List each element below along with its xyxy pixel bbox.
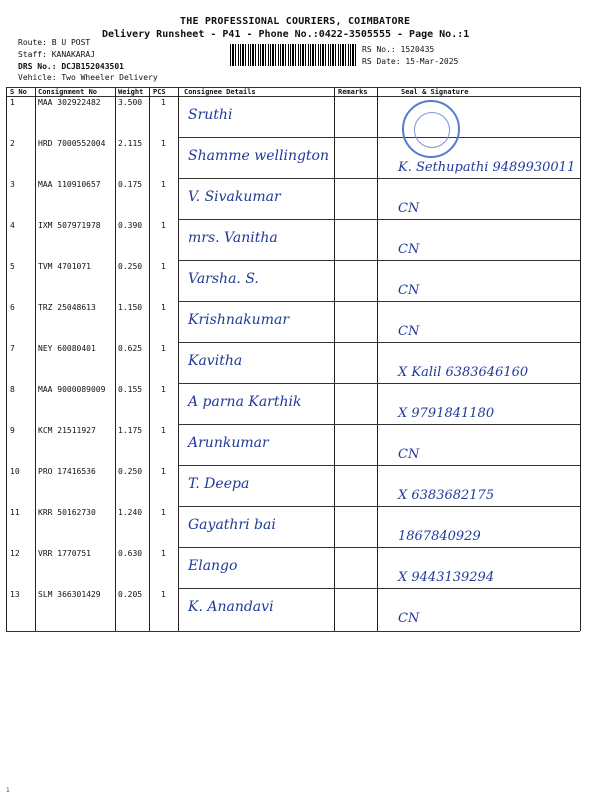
row-pcs: 1 xyxy=(161,508,166,517)
row-consignment-no: MAA 302922482 xyxy=(38,98,101,107)
row-sno: 10 xyxy=(10,467,20,476)
row-sno: 5 xyxy=(10,262,15,271)
row-consignee-signature: Elango xyxy=(188,558,238,574)
header-pcs: PCS xyxy=(153,88,166,96)
row-pcs: 1 xyxy=(161,385,166,394)
col-divider xyxy=(334,87,335,631)
row-consignee-signature: Sruthi xyxy=(188,107,233,123)
row-consignee-signature: Krishnakumar xyxy=(188,312,290,328)
header-seal: Seal & Signature xyxy=(401,88,469,96)
row-pcs: 1 xyxy=(161,467,166,476)
row-consignee-signature: Varsha. S. xyxy=(188,271,259,287)
row-weight: 1.175 xyxy=(118,426,143,435)
col-divider xyxy=(115,87,116,631)
row-weight: 0.205 xyxy=(118,590,143,599)
row-sno: 3 xyxy=(10,180,15,189)
row-pcs: 1 xyxy=(161,262,166,271)
seal-stamp xyxy=(402,100,460,158)
row-divider xyxy=(178,342,580,343)
row-weight: 0.155 xyxy=(118,385,143,394)
row-sno: 12 xyxy=(10,549,20,558)
table-bottom-border xyxy=(6,631,580,632)
row-seal-signature: X Kalil 6383646160 xyxy=(398,365,529,380)
row-seal-signature: X 9443139294 xyxy=(398,570,495,585)
rs-number: RS No.: 1520435 xyxy=(362,45,435,54)
row-weight: 0.390 xyxy=(118,221,143,230)
row-divider xyxy=(178,588,580,589)
row-sno: 2 xyxy=(10,139,15,148)
row-pcs: 1 xyxy=(161,98,166,107)
row-divider xyxy=(178,137,580,138)
row-consignment-no: MAA 9000089009 xyxy=(38,385,106,394)
row-divider xyxy=(178,301,580,302)
header-consignment: Consignment No xyxy=(38,88,98,96)
row-sno: 4 xyxy=(10,221,15,230)
row-weight: 0.625 xyxy=(118,344,143,353)
row-consignment-no: MAA 110910657 xyxy=(38,180,101,189)
footer-mark: 1 xyxy=(6,787,10,794)
row-weight: 1.240 xyxy=(118,508,143,517)
row-divider xyxy=(178,465,580,466)
row-sno: 6 xyxy=(10,303,15,312)
row-divider xyxy=(178,178,580,179)
row-consignee-signature: V. Sivakumar xyxy=(188,189,281,205)
col-divider xyxy=(35,87,36,631)
row-seal-signature: CN xyxy=(398,201,420,216)
header-consignee: Consignee Details xyxy=(184,88,256,96)
company-name: THE PROFESSIONAL COURIERS, COIMBATORE xyxy=(180,16,411,27)
row-consignee-signature: Kavitha xyxy=(188,353,243,369)
row-divider xyxy=(178,424,580,425)
row-pcs: 1 xyxy=(161,426,166,435)
row-pcs: 1 xyxy=(161,180,166,189)
runsheet-table xyxy=(6,87,580,631)
table-header-divider xyxy=(6,96,580,97)
runsheet-title: Delivery Runsheet - P41 - Phone No.:0422-3505555 - Page No.:1 xyxy=(102,29,470,40)
vehicle-label: Vehicle: Two Wheeler Delivery xyxy=(18,73,158,82)
row-sno: 9 xyxy=(10,426,15,435)
row-weight: 0.250 xyxy=(118,467,143,476)
row-weight: 0.250 xyxy=(118,262,143,271)
row-weight: 3.500 xyxy=(118,98,143,107)
row-consignment-no: SLM 366301429 xyxy=(38,590,101,599)
row-divider xyxy=(178,219,580,220)
col-divider xyxy=(149,87,150,631)
row-consignment-no: TRZ 25048613 xyxy=(38,303,96,312)
row-consignment-no: KRR 50162730 xyxy=(38,508,96,517)
row-weight: 2.115 xyxy=(118,139,143,148)
row-divider xyxy=(178,260,580,261)
row-sno: 11 xyxy=(10,508,20,517)
row-consignment-no: KCM 21511927 xyxy=(38,426,96,435)
row-sno: 1 xyxy=(10,98,15,107)
page-header xyxy=(0,0,600,92)
row-sno: 7 xyxy=(10,344,15,353)
row-consignment-no: VRR 1770751 xyxy=(38,549,91,558)
row-consignment-no: IXM 507971978 xyxy=(38,221,101,230)
row-weight: 0.175 xyxy=(118,180,143,189)
row-pcs: 1 xyxy=(161,139,166,148)
row-seal-signature: CN xyxy=(398,447,420,462)
row-consignment-no: NEY 60080401 xyxy=(38,344,96,353)
row-divider xyxy=(178,383,580,384)
row-consignee-signature: mrs. Vanitha xyxy=(188,230,278,246)
row-weight: 1.150 xyxy=(118,303,143,312)
row-consignee-signature: K. Anandavi xyxy=(188,599,274,615)
row-seal-signature: CN xyxy=(398,324,420,339)
route-label: Route: B U POST xyxy=(18,38,91,47)
drs-number: DRS No.: DCJB152043501 xyxy=(18,62,124,71)
row-sno: 8 xyxy=(10,385,15,394)
row-consignee-signature: Shamme wellington xyxy=(188,148,329,164)
row-pcs: 1 xyxy=(161,303,166,312)
header-sno: S No xyxy=(10,88,27,96)
row-consignment-no: PRO 17416536 xyxy=(38,467,96,476)
row-seal-signature: X 6383682175 xyxy=(398,488,495,503)
row-consignee-signature: T. Deepa xyxy=(188,476,250,492)
row-divider xyxy=(178,506,580,507)
row-seal-signature: CN xyxy=(398,242,420,257)
row-pcs: 1 xyxy=(161,549,166,558)
header-remarks: Remarks xyxy=(338,88,368,96)
col-divider xyxy=(6,87,7,631)
row-sno: 13 xyxy=(10,590,20,599)
row-consignee-signature: Gayathri bai xyxy=(188,517,276,533)
row-seal-signature: CN xyxy=(398,611,420,626)
row-divider xyxy=(178,547,580,548)
row-seal-signature: X 9791841180 xyxy=(398,406,495,421)
row-consignment-no: TVM 4701071 xyxy=(38,262,91,271)
staff-label: Staff: KANAKARAJ xyxy=(18,50,96,59)
row-pcs: 1 xyxy=(161,221,166,230)
barcode xyxy=(230,44,356,66)
row-seal-signature: K. Sethupathi 9489930011 xyxy=(398,160,576,175)
row-pcs: 1 xyxy=(161,344,166,353)
col-divider xyxy=(377,87,378,631)
row-weight: 0.630 xyxy=(118,549,143,558)
row-consignee-signature: Arunkumar xyxy=(188,435,269,451)
rs-date: RS Date: 15-Mar-2025 xyxy=(362,57,459,66)
row-seal-signature: 1867840929 xyxy=(398,529,481,544)
row-consignment-no: HRD 7000552004 xyxy=(38,139,106,148)
col-divider xyxy=(178,87,179,631)
row-consignee-signature: A parna Karthik xyxy=(188,394,302,410)
row-pcs: 1 xyxy=(161,590,166,599)
col-divider xyxy=(580,87,581,631)
row-seal-signature: CN xyxy=(398,283,420,298)
header-weight: Weight xyxy=(118,88,144,96)
